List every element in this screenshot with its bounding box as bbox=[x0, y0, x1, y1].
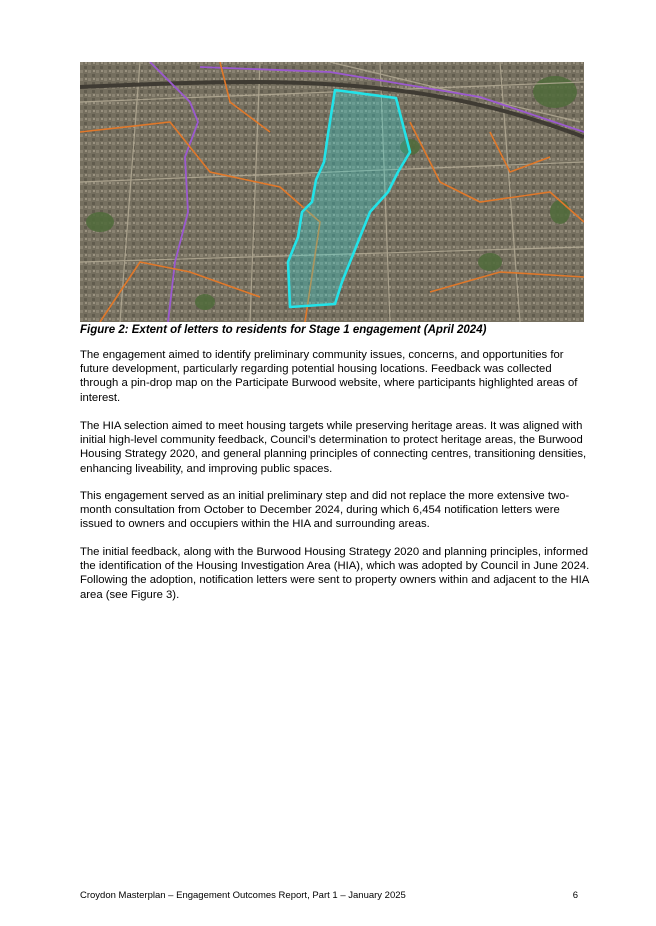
paragraph-2: The HIA selection aimed to meet housing targets while preserving heritage areas. It was aligned with initial high-level community feedback, Council’s determination to protect heritage areas, the Burwood Housing Strategy 2020, and general planning principles of connecting centres, transitioning densities, enhancing liveability, and improving public spaces. bbox=[80, 420, 587, 475]
aerial-map-figure bbox=[80, 62, 584, 322]
paragraph-4: The initial feedback, along with the Burwood Housing Strategy 2020 and planning principles, informed the identification of the Housing Investigation Area (HIA), which was adopted by Council in June 2024. Following the adoption, notification letters were sent to property owners within and adjacent to the HIA area (see Figure 3). bbox=[80, 546, 590, 601]
footer-title: Croydon Masterplan – Engagement Outcomes Report, Part 1 – January 2025 bbox=[80, 890, 406, 901]
figure-caption: Figure 2: Extent of letters to residents for Stage 1 engagement (April 2024) bbox=[80, 324, 487, 336]
page-footer bbox=[80, 890, 578, 901]
page-number: 6 bbox=[572, 890, 578, 901]
paragraph-3: This engagement served as an initial preliminary step and did not replace the more extensive two-month consultation from October to December 2024, during which 6,454 notification letters were issued to owners and occupiers within the HIA and surrounding areas. bbox=[80, 490, 570, 531]
aerial-map-image bbox=[80, 62, 584, 322]
paragraph-1: The engagement aimed to identify preliminary community issues, concerns, and opportunities for future development, particularly regarding potential housing locations. Feedback was collected through a pin-drop map on the Participate Burwood website, where participants highlighted areas of interest. bbox=[80, 349, 578, 404]
